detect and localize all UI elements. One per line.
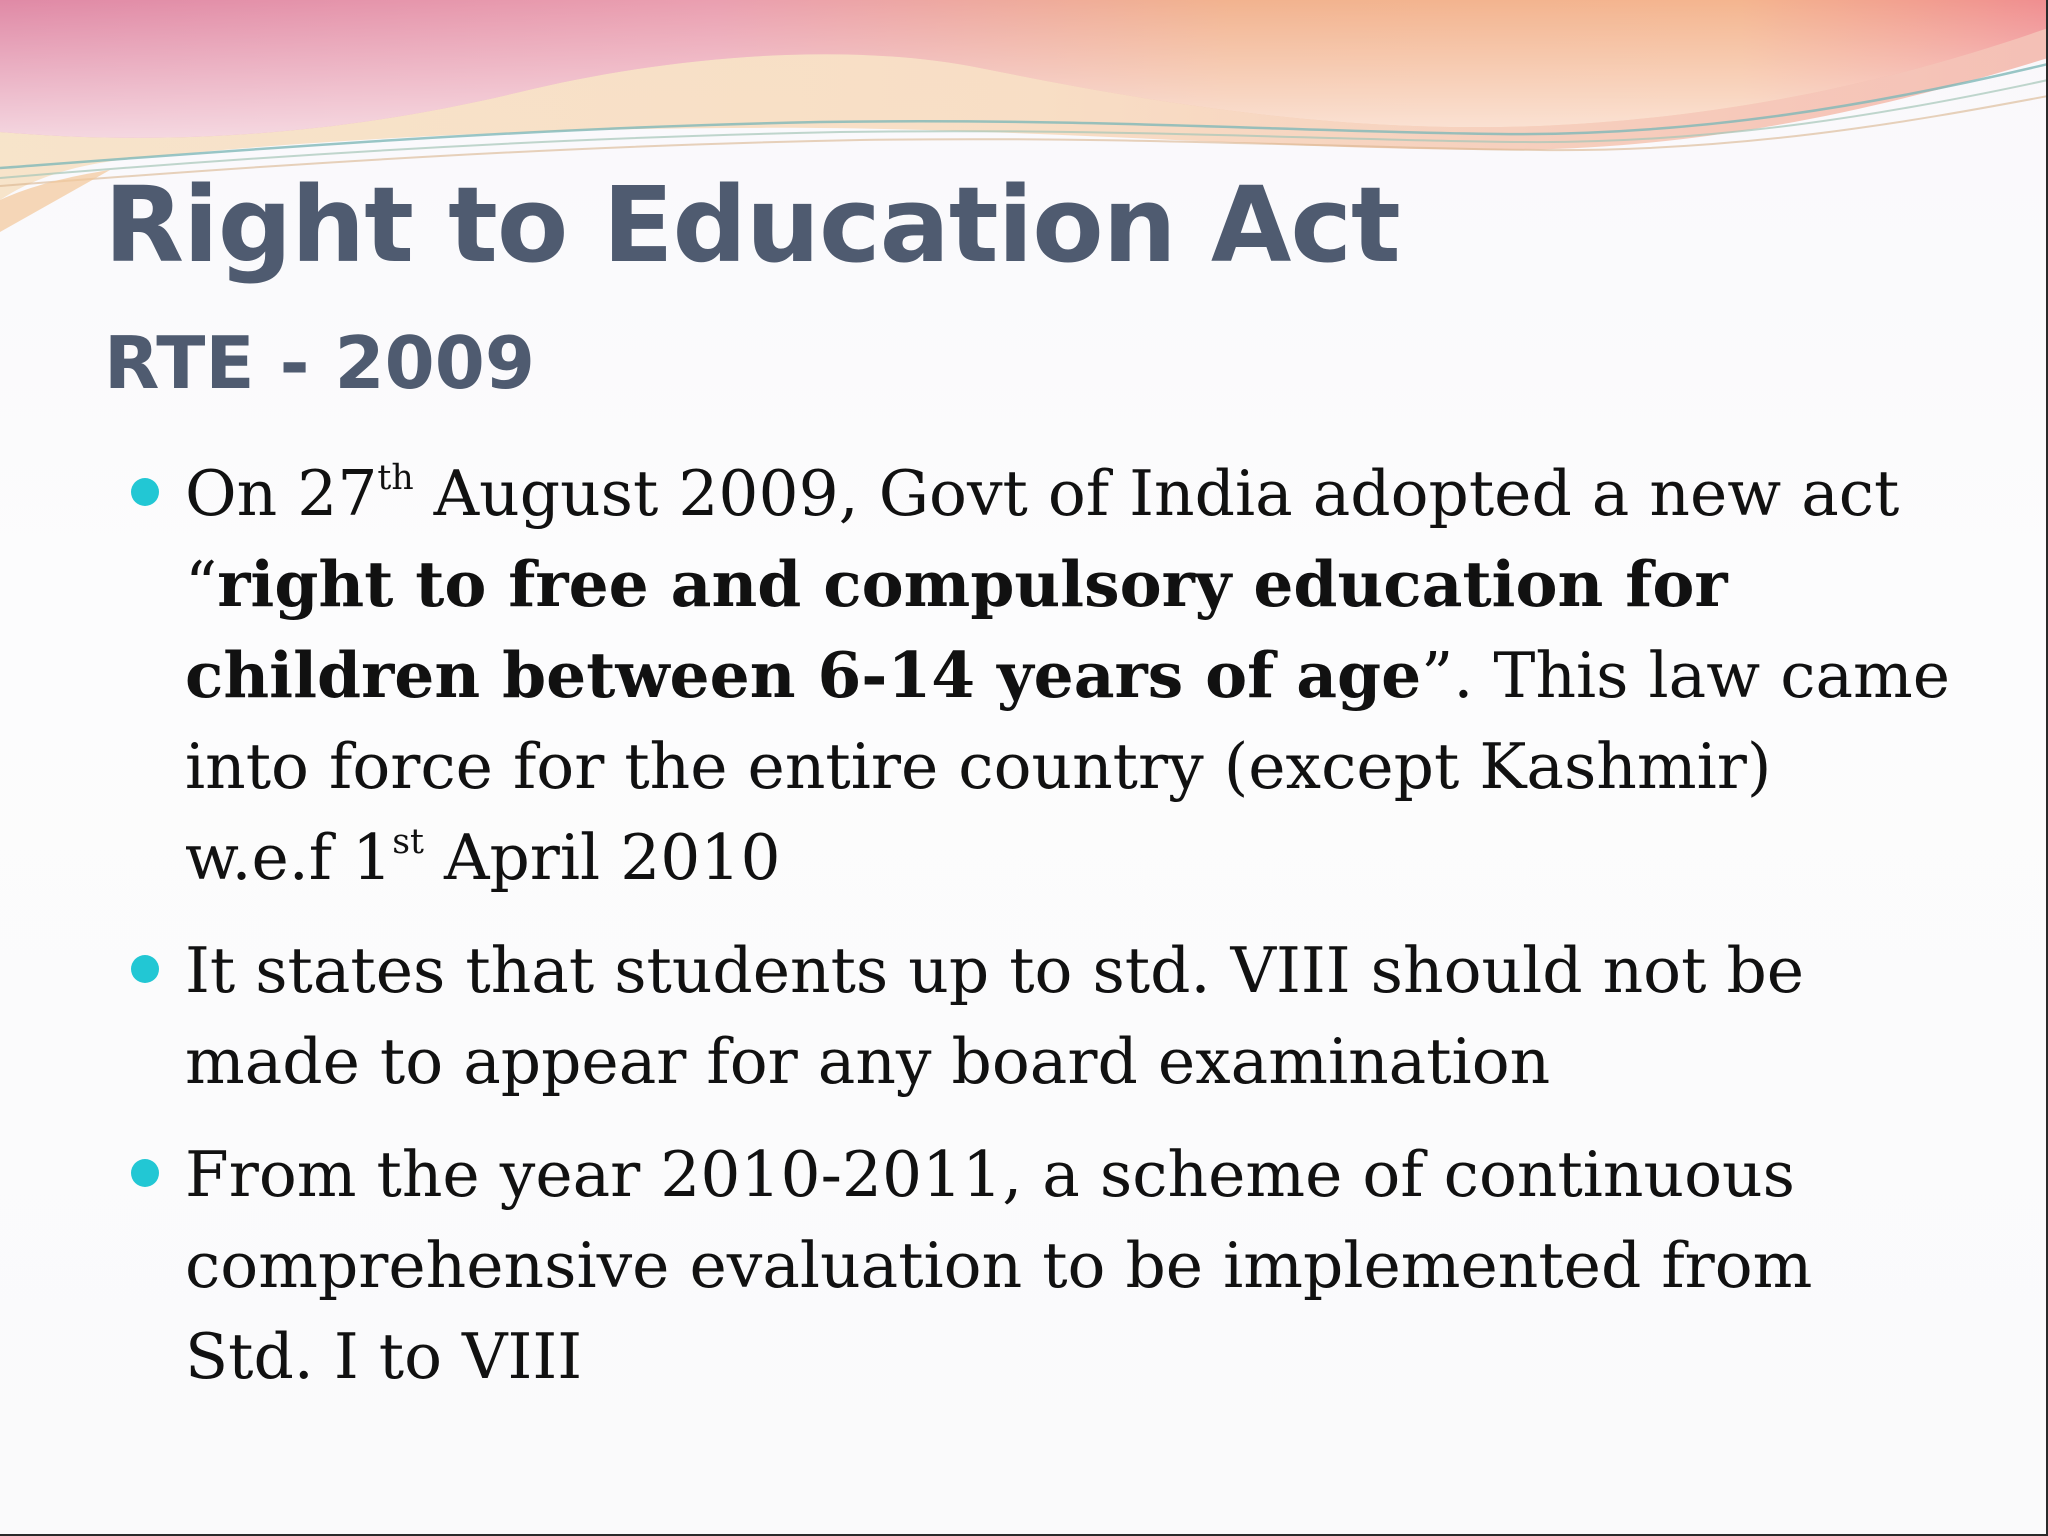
bullet-line: [185, 812, 1968, 903]
bullet-item-rte-adoption: [0, 448, 2048, 903]
bullet-line: made to appear for any board examination: [185, 1025, 1551, 1098]
bullet-text: August 2009, Govt of India adopted a new act: [413, 457, 1900, 530]
slide-subtitle: RTE - 2009: [104, 321, 535, 405]
bullet-line: From the year 2010-2011, a scheme of continuous: [185, 1138, 1795, 1211]
bullet-item-cce: [0, 1129, 2048, 1402]
slide-title: Right to Education Act: [104, 164, 1400, 286]
bullet-text: ”. This law came: [1421, 639, 1951, 712]
act-name-bold: right to free and compulsory education for: [217, 547, 1728, 621]
ordinal-superscript: th: [377, 458, 414, 499]
bullet-line: It states that students up to std. VIII should not be: [185, 934, 1805, 1007]
bullet-line: [185, 539, 1968, 630]
quote-mark: “: [185, 548, 218, 621]
bullet-line: [185, 630, 1968, 721]
bullet-text: On 27: [185, 457, 378, 530]
bullet-list: [0, 448, 2048, 1424]
bullet-line: into force for the entire country (except Kashmir): [185, 730, 1772, 803]
bullet-line: Std. I to VIII: [185, 1320, 583, 1393]
bullet-dot-icon: [131, 955, 159, 983]
bullet-item-board-exam: [0, 925, 2048, 1107]
ordinal-superscript: st: [392, 822, 424, 863]
bullet-dot-icon: [131, 1159, 159, 1187]
bullet-line: comprehensive evaluation to be implemented from: [185, 1229, 1813, 1302]
bullet-text: w.e.f 1: [185, 821, 393, 894]
bullet-dot-icon: [131, 478, 159, 506]
act-name-bold: children between 6-14 years of age: [185, 638, 1422, 712]
bullet-line: [185, 448, 1968, 539]
bullet-text: April 2010: [423, 821, 781, 894]
